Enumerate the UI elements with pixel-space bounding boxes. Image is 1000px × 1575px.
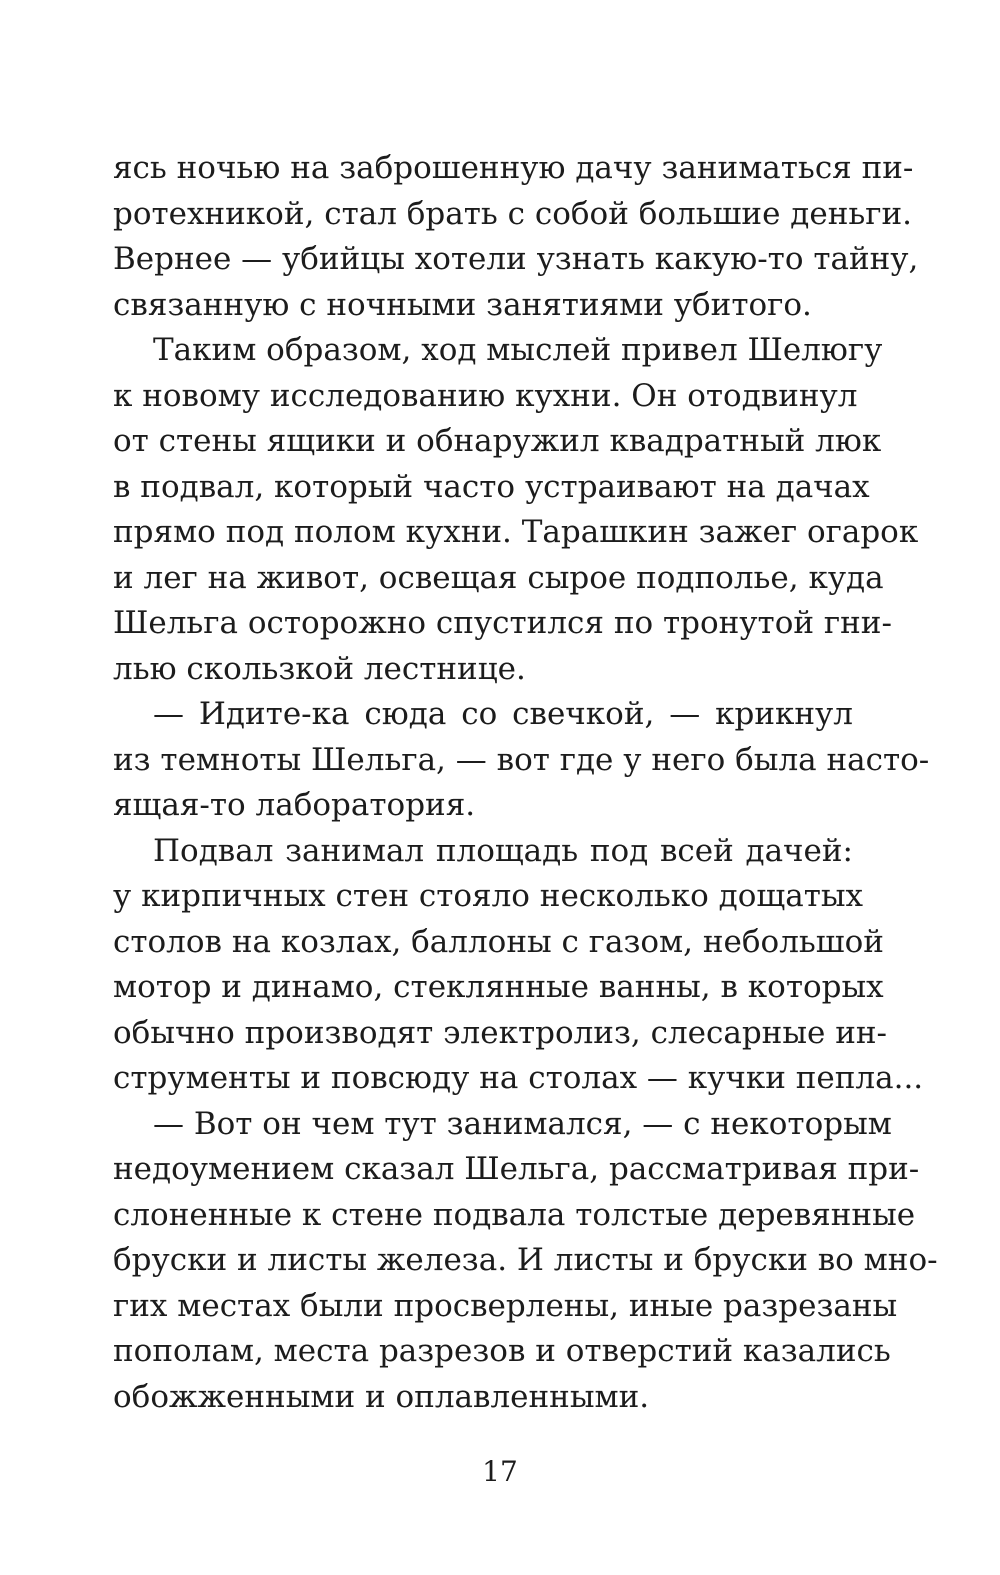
text-line: столов на козлах, баллоны с газом, небольшой [113, 923, 884, 960]
body-text [113, 146, 938, 1420]
text-line: в подвал, который часто устраивают на дачах [113, 468, 870, 505]
text-line: прямо под полом кухни. Тарашкин зажег огарок [113, 514, 919, 550]
text-line: Шельга осторожно спустился по тронутой гни- [113, 605, 892, 641]
text-line: ящая-то лаборатория. [113, 787, 476, 823]
text-line: пополам, места разрезов и отверстий казались [113, 1333, 891, 1369]
text-line: Подвал занимал площадь под всей дачей: [153, 832, 853, 869]
text-line: Вернее — убийцы хотели узнать какую-то тайну, [113, 241, 919, 277]
text-line: мотор и динамо, стеклянные ванны, в которых [113, 969, 884, 1005]
text-line: ясь ночью на заброшенную дачу заниматься пи- [113, 150, 914, 186]
text-line: — Вот он чем тут занимался, — с некоторым [153, 1105, 892, 1142]
text-line: обычно производят электролиз, слесарные ин- [113, 1014, 888, 1051]
text-line: из темноты Шельга, — вот где у него была насто- [113, 741, 930, 778]
text-line: лью скользкой лестнице. [113, 650, 526, 687]
text-line: недоумением сказал Шельга, рассматривая при- [113, 1151, 920, 1187]
page-number: 17 [482, 1455, 518, 1488]
text-line: гих местах были просверлены, иные разрезаны [113, 1287, 898, 1324]
text-line: к новому исследованию кухни. Он отодвинул [113, 377, 858, 414]
text-line: бруски и листы железа. И листы и бруски во мно- [113, 1242, 938, 1278]
text-line: ротехникой, стал брать с собой большие деньги. [113, 195, 913, 232]
text-line: обожженными и оплавленными. [113, 1378, 650, 1415]
text-line: — Идите-ка сюда со свечкой, — крикнул [153, 696, 853, 732]
text-line: Таким образом, ход мыслей привел Шелюгу [153, 332, 883, 368]
text-line: струменты и повсюду на столах — кучки пепла... [113, 1060, 924, 1096]
text-line: и лег на живот, освещая сырое подполье, куда [113, 559, 884, 596]
text-line: связанную с ночными занятиями убитого. [113, 286, 812, 323]
text-line: слоненные к стене подвала толстые деревянные [113, 1196, 916, 1233]
text-line: у кирпичных стен стояло несколько дощатых [113, 878, 864, 914]
text-line: от стены ящики и обнаружил квадратный люк [113, 423, 882, 459]
